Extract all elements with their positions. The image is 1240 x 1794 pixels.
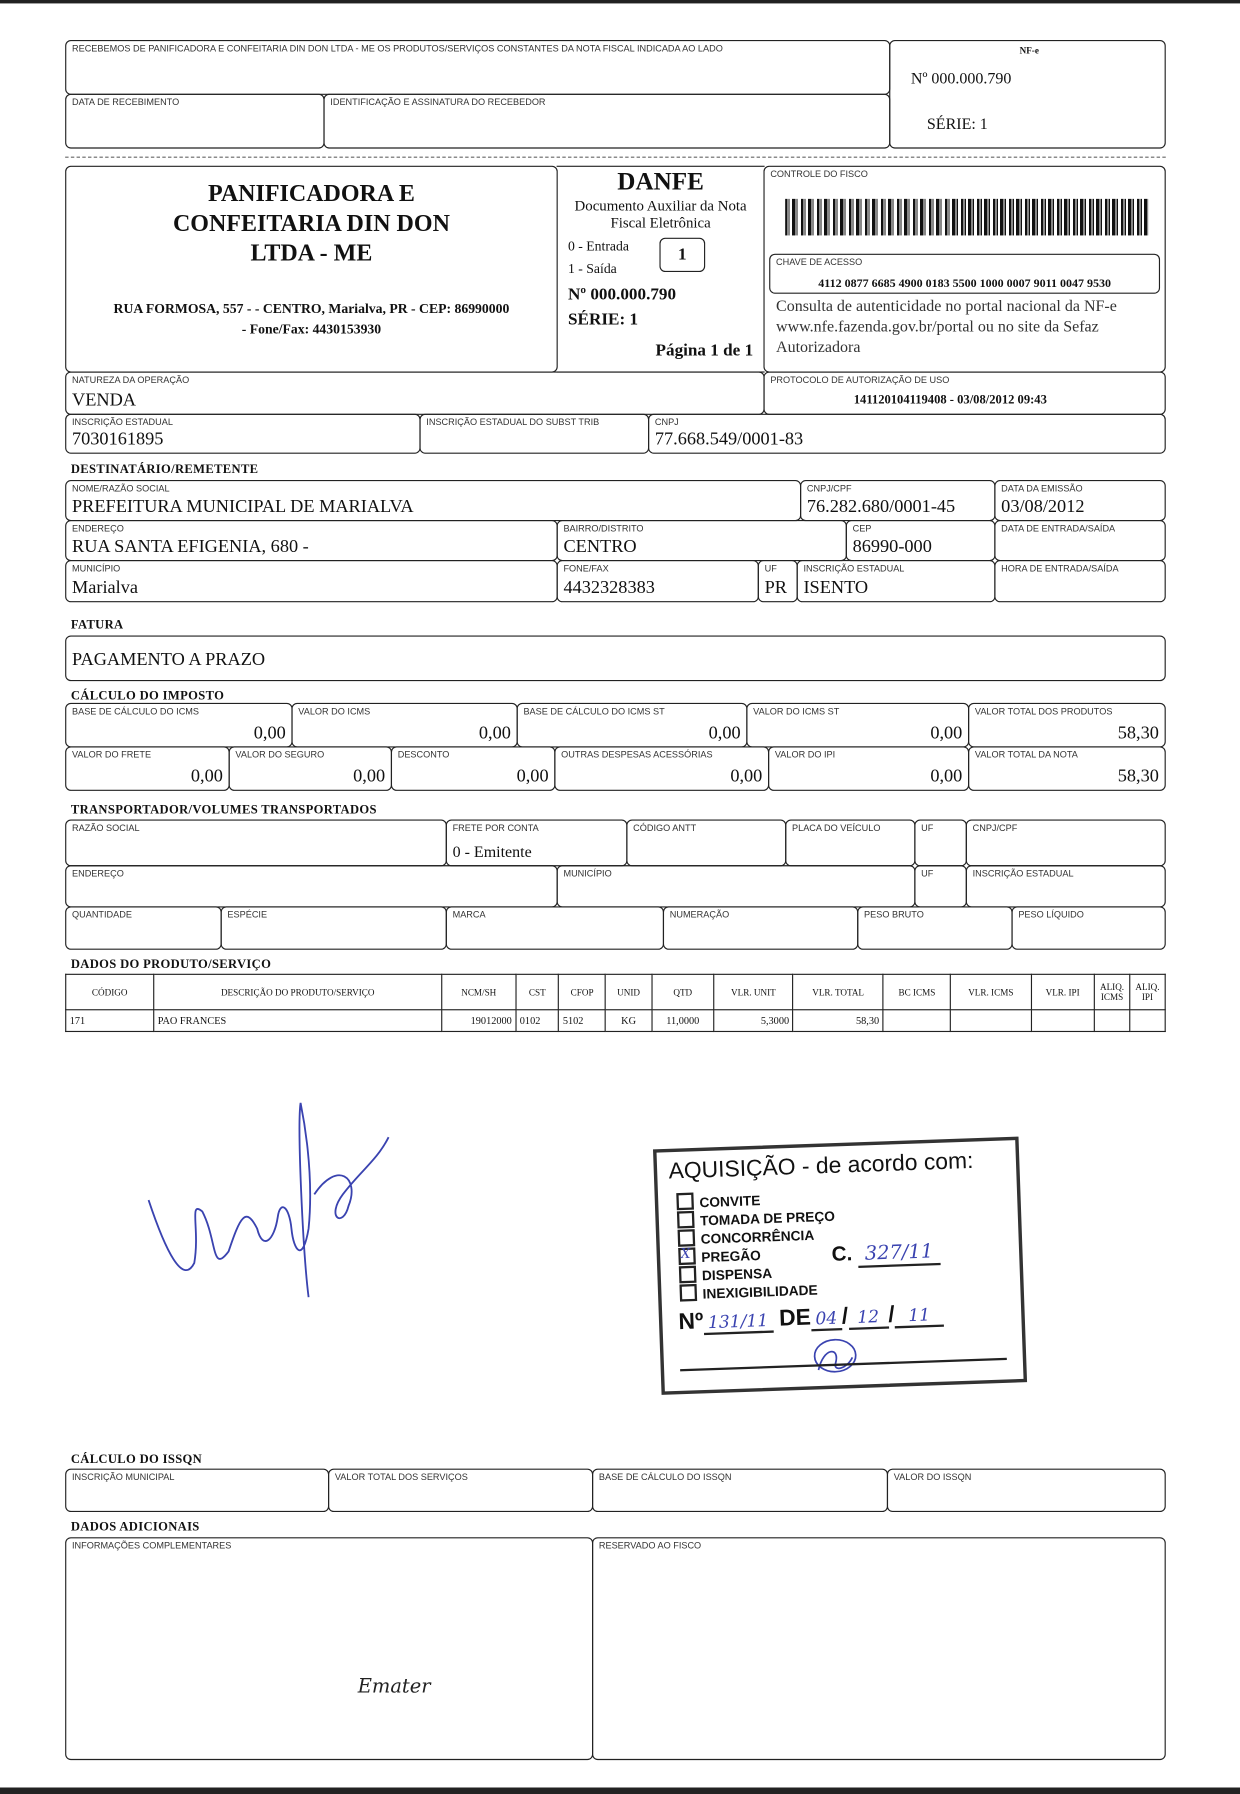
option-label: TOMADA DE PREÇO: [699, 1208, 836, 1229]
c-value: 327/11: [858, 1240, 941, 1268]
label: MUNICÍPIO: [563, 868, 612, 879]
transp-placa: [785, 819, 915, 866]
transp-endereco: [65, 865, 558, 907]
no-label: Nº: [678, 1308, 704, 1335]
value: PREFEITURA MUNICIPAL DE MARIALVA: [72, 497, 414, 517]
imposto-field: [746, 703, 969, 748]
label: PESO LÍQUIDO: [1018, 909, 1084, 921]
dest-nome: [65, 480, 801, 521]
imposto-field: [65, 703, 292, 748]
label: CNPJ: [654, 417, 679, 428]
col-header: VLR. ICMS: [951, 974, 1031, 1009]
label: UF: [764, 563, 777, 574]
cell-ncm: 19012000: [442, 1010, 516, 1032]
label: ESPÉCIE: [227, 909, 268, 921]
label: CNPJ/CPF: [806, 483, 852, 494]
dest-hora: [994, 560, 1165, 602]
col-header: VLR. UNIT: [714, 974, 793, 1009]
value: 0,00: [930, 766, 963, 787]
ie-subst-field: [419, 414, 649, 454]
chave-acesso-box: [769, 254, 1160, 294]
danfe-subtitle: Documento Auxiliar da Nota Fiscal Eletrônica: [574, 196, 747, 231]
label: VALOR DO FRETE: [72, 749, 152, 761]
section-heading: CÁLCULO DO IMPOSTO: [70, 689, 225, 703]
imposto-field: [768, 746, 969, 791]
nfe-label: NF-e: [1019, 45, 1039, 57]
value: Marialva: [72, 578, 139, 598]
imposto-field: [391, 746, 556, 791]
imposto-field: [517, 703, 748, 748]
vol-peso-liquido: [1011, 906, 1165, 949]
tipo-operacao: 1: [659, 238, 705, 272]
dest-cnpj: [800, 480, 995, 521]
vol-especie: [221, 906, 447, 949]
label: NATUREZA DA OPERAÇÃO: [72, 374, 190, 386]
value: 141120104119408 - 03/08/2012 09:43: [853, 393, 1047, 407]
col-header: VLR. TOTAL: [793, 974, 883, 1009]
value: 0,00: [516, 766, 549, 787]
label: OUTRAS DESPESAS ACESSÓRIAS: [561, 749, 713, 761]
label: DESCONTO: [397, 749, 450, 761]
label: VALOR TOTAL DA NOTA: [974, 749, 1078, 761]
vol-marca: [446, 906, 664, 949]
cell-codigo: 171: [66, 1010, 154, 1032]
info-complementares: [65, 1537, 593, 1760]
label: FRETE POR CONTA: [452, 822, 539, 834]
dest-municipio: [65, 560, 558, 602]
value: 77.668.549/0001-83: [654, 429, 804, 450]
label: PROTOCOLO DE AUTORIZAÇÃO DE USO: [770, 374, 950, 386]
cnpj-field: [648, 414, 1166, 454]
cell-vlr-unit: 5,3000: [714, 1010, 793, 1032]
no-value: 131/11: [703, 1310, 773, 1335]
reservado-fisco: [592, 1537, 1166, 1760]
cell-vlr-total: 58,30: [793, 1010, 883, 1032]
dest-endereco: [65, 520, 558, 561]
ano-value: 11: [894, 1304, 944, 1329]
label: VALOR DO ISSQN: [893, 1472, 972, 1483]
imposto-field: [968, 746, 1166, 791]
dest-ie: [797, 560, 996, 602]
label: FONE/FAX: [563, 563, 609, 574]
label: BASE DE CÁLCULO DO ICMS: [72, 706, 200, 717]
value: 0,00: [708, 723, 741, 743]
label: VALOR DO ICMS ST: [753, 706, 840, 717]
de-label: DE: [778, 1305, 812, 1332]
label: INSCRIÇÃO ESTADUAL: [803, 563, 905, 574]
col-header: UNID: [605, 974, 651, 1009]
consulta-text: Consulta de autenticidade no portal nacional da NF-e www.nfe.fazenda.gov.br/portal ou no site da Sefaz Autorizadora: [776, 298, 1117, 357]
value: 0,00: [478, 723, 511, 743]
option-label: DISPENSA: [701, 1265, 773, 1284]
label: BASE DE CÁLCULO DO ICMS ST: [523, 706, 665, 717]
label: ENDEREÇO: [72, 868, 124, 879]
option-label: CONCORRÊNCIA: [700, 1227, 815, 1248]
recebemos-text: RECEBEMOS DE PANIFICADORA E CONFEITARIA DIN DON LTDA - ME OS PRODUTOS/SERVIÇOS CONSTANTES DA NOTA FISCAL INDICADA AO LADO: [72, 43, 723, 54]
col-header: DESCRIÇÃO DO PRODUTO/SERVIÇO: [154, 974, 442, 1009]
label: NUMERAÇÃO: [669, 909, 730, 921]
dest-data-entrada: [994, 520, 1165, 561]
tipo-saida: 1 - Saída: [568, 260, 617, 277]
label: MARCA: [452, 909, 486, 921]
transp-cnpj: [966, 819, 1166, 866]
label: CHAVE DE ACESSO: [776, 257, 863, 268]
scan-edge: [0, 1787, 1240, 1794]
col-header: ALIQ. ICMS: [1094, 974, 1129, 1009]
label: IDENTIFICAÇÃO E ASSINATURA DO RECEBEDOR: [330, 97, 546, 108]
value: 0,00: [930, 723, 963, 743]
handwritten-signature: [131, 1091, 405, 1308]
value: 86990-000: [852, 537, 932, 557]
value: 58,30: [1117, 723, 1159, 743]
value: ISENTO: [803, 578, 869, 598]
tipo-entrada: 0 - Entrada: [568, 237, 629, 254]
value: VENDA: [72, 390, 137, 411]
stamp-title: AQUISIÇÃO - de acordo com:: [668, 1148, 974, 1185]
handwritten-note: Emater: [357, 1675, 431, 1699]
cut-line: [65, 157, 1166, 158]
fatura-box: [65, 635, 1166, 681]
stamp-option: [678, 1225, 815, 1248]
label: INSCRIÇÃO ESTADUAL: [72, 417, 173, 428]
label: CEP: [852, 523, 872, 534]
value: 4432328383: [563, 578, 655, 598]
vol-quantidade: [65, 906, 222, 949]
label: UF: [921, 822, 934, 834]
value: PR: [764, 578, 787, 598]
label: INFORMAÇÕES COMPLEMENTARES: [72, 1540, 232, 1551]
value: 0,00: [730, 766, 763, 787]
checkbox-icon: [677, 1211, 695, 1229]
col-header: BC ICMS: [883, 974, 951, 1009]
label: CONTROLE DO FISCO: [770, 169, 868, 180]
protocolo-field: [763, 371, 1165, 414]
issqn-field: [887, 1469, 1166, 1512]
col-header: QTD: [652, 974, 714, 1009]
dest-fone: [557, 560, 759, 602]
vol-peso-bruto: [857, 906, 1012, 949]
stamp-option: [679, 1280, 817, 1303]
cell-cst: 0102: [516, 1010, 559, 1032]
imposto-field: [968, 703, 1166, 748]
cell-vlr-icms: [951, 1010, 1031, 1032]
cell-bc-icms: [883, 1010, 951, 1032]
transp-frete: [446, 819, 628, 866]
label: UF: [921, 868, 934, 879]
issqn-field: [65, 1469, 329, 1512]
cell-vlr-ipi: [1031, 1010, 1094, 1032]
label: PLACA DO VEÍCULO: [792, 822, 881, 834]
value: 0 - Emitente: [452, 844, 532, 862]
checkbox-icon: [679, 1284, 697, 1302]
label: PESO BRUTO: [864, 909, 924, 921]
danfe-title: DANFE: [617, 166, 704, 196]
ie-field: [65, 414, 420, 454]
col-header: CFOP: [559, 974, 606, 1009]
danfe-box: [557, 166, 765, 373]
label: CÓDIGO ANTT: [633, 822, 697, 834]
checkbox-icon: [678, 1229, 696, 1247]
value: 03/08/2012: [1001, 497, 1085, 517]
label: INSCRIÇÃO ESTADUAL DO SUBST TRIB: [426, 417, 600, 428]
section-heading: TRANSPORTADOR/VOLUMES TRANSPORTADOS: [70, 803, 377, 818]
dest-bairro: [557, 520, 847, 561]
nfe-serie: SÉRIE: 1: [926, 116, 988, 134]
cell-unid: KG: [605, 1010, 651, 1032]
dest-emissao: [994, 480, 1165, 521]
label: INSCRIÇÃO MUNICIPAL: [72, 1472, 175, 1483]
transp-antt: [626, 819, 786, 866]
value: 7030161895: [72, 429, 164, 450]
dest-uf: [758, 560, 798, 602]
value: RUA SANTA EFIGENIA, 680 -: [72, 537, 309, 557]
transp-ie: [966, 865, 1166, 907]
value: PAGAMENTO A PRAZO: [72, 650, 266, 670]
col-header: CST: [516, 974, 559, 1009]
checked-checkbox-icon: X: [678, 1247, 696, 1265]
label: DATA DA EMISSÃO: [1001, 483, 1083, 494]
issqn-field: [328, 1469, 593, 1512]
section-heading: DADOS ADICIONAIS: [70, 1520, 200, 1534]
emitente-name: PANIFICADORA E CONFEITARIA DIN DON LTDA - ME: [172, 179, 450, 267]
controle-fisco-box: [763, 166, 1165, 373]
cell-qtd: 11,0000: [652, 1010, 714, 1032]
section-heading: DESTINATÁRIO/REMETENTE: [70, 462, 259, 477]
canhoto-recebemos: [65, 40, 890, 95]
cell-cfop: 5102: [559, 1010, 606, 1032]
label: VALOR DO IPI: [774, 749, 836, 761]
checkbox-icon: [679, 1266, 697, 1284]
natureza-field: [65, 371, 764, 414]
transp-municipio: [557, 865, 916, 907]
checkbox-icon: [676, 1193, 694, 1211]
label: RESERVADO AO FISCO: [598, 1540, 702, 1551]
col-header: ALIQ. IPI: [1130, 974, 1165, 1009]
dest-cep: [846, 520, 996, 561]
label: NOME/RAZÃO SOCIAL: [72, 483, 170, 494]
product-table: [65, 974, 1166, 1032]
danfe-number: Nº 000.000.790: [568, 285, 677, 305]
issqn-field: [592, 1469, 888, 1512]
section-heading: FATURA: [70, 618, 124, 633]
imposto-field: [554, 746, 769, 791]
label: BASE DE CÁLCULO DO ISSQN: [598, 1472, 732, 1483]
label: DATA DE RECEBIMENTO: [72, 97, 180, 108]
value: 0,00: [253, 723, 286, 743]
data-recebimento-field: [65, 94, 324, 149]
chave-acesso: 4112 0877 6685 4900 0183 5500 1000 0007 9011 0047 9530: [818, 277, 1111, 291]
label: BAIRRO/DISTRITO: [563, 523, 644, 534]
value: 58,30: [1117, 766, 1159, 787]
transp-uf: [914, 819, 967, 866]
value: 76.282.680/0001-45: [806, 497, 956, 517]
aquisicao-stamp: AQUISIÇÃO - de acordo com: CONVITE TOMADA DE PREÇO CONCORRÊNCIA X PREGÃO DISPENSA INEXIGIBILIDADE C. 327/11 Nº 131/11 DE 04 / 12 / 11: [653, 1137, 1027, 1395]
danfe-page: Página 1 de 1: [655, 341, 754, 361]
danfe-serie: SÉRIE: 1: [568, 310, 639, 330]
label: QUANTIDADE: [72, 909, 132, 921]
label: VALOR TOTAL DOS SERVIÇOS: [334, 1472, 468, 1483]
table-header-row: [66, 974, 1165, 1009]
emitente-phone: - Fone/Fax: 4430153930: [241, 321, 382, 338]
option-label: CONVITE: [699, 1192, 761, 1211]
label: DATA DE ENTRADA/SAÍDA: [1001, 523, 1116, 534]
section-heading: CÁLCULO DO ISSQN: [70, 1452, 203, 1467]
imposto-field: [291, 703, 517, 748]
label: ENDEREÇO: [72, 523, 124, 534]
label: MUNICÍPIO: [72, 563, 121, 574]
option-label: PREGÃO: [701, 1247, 762, 1266]
vol-numeracao: [663, 906, 858, 949]
label: CNPJ/CPF: [972, 822, 1018, 834]
imposto-field: [65, 746, 230, 791]
transp-uf2: [914, 865, 967, 907]
stamp-initials-signature: [800, 1334, 870, 1382]
label: VALOR TOTAL DOS PRODUTOS: [974, 706, 1113, 717]
canhoto-nfe-box: [889, 40, 1166, 149]
cell-descricao: PAO FRANCES: [154, 1010, 442, 1032]
option-label: INEXIGIBILIDADE: [702, 1281, 818, 1302]
section-heading: DADOS DO PRODUTO/SERVIÇO: [70, 957, 272, 972]
emitente-box: [65, 166, 558, 373]
transp-razao: [65, 819, 447, 866]
col-header: VLR. IPI: [1031, 974, 1094, 1009]
col-header: NCM/SH: [442, 974, 516, 1009]
label: RAZÃO SOCIAL: [72, 822, 140, 834]
nfe-number: Nº 000.000.790: [910, 70, 1012, 89]
col-header: CÓDIGO: [66, 974, 154, 1009]
value: CENTRO: [563, 537, 637, 557]
assinatura-recebedor-field: [323, 94, 890, 149]
barcode: [785, 199, 1148, 236]
label: HORA DE ENTRADA/SAÍDA: [1001, 563, 1119, 574]
value: 0,00: [353, 766, 386, 787]
table-row: [66, 1010, 1165, 1032]
scan-edge: [0, 0, 1240, 3]
value: 0,00: [190, 766, 223, 787]
label: VALOR DO ICMS: [298, 706, 371, 717]
cell-aliq-icms: [1094, 1010, 1129, 1032]
mes-value: 12: [848, 1306, 889, 1330]
cell-aliq-ipi: [1130, 1010, 1165, 1032]
label: INSCRIÇÃO ESTADUAL: [972, 868, 1074, 879]
label: VALOR DO SEGURO: [235, 749, 325, 761]
c-label: C.: [831, 1241, 853, 1266]
emitente-address: RUA FORMOSA, 557 - - CENTRO, Marialva, PR - CEP: 86990000: [113, 300, 510, 317]
imposto-field: [229, 746, 392, 791]
dia-value: 04: [811, 1307, 843, 1331]
